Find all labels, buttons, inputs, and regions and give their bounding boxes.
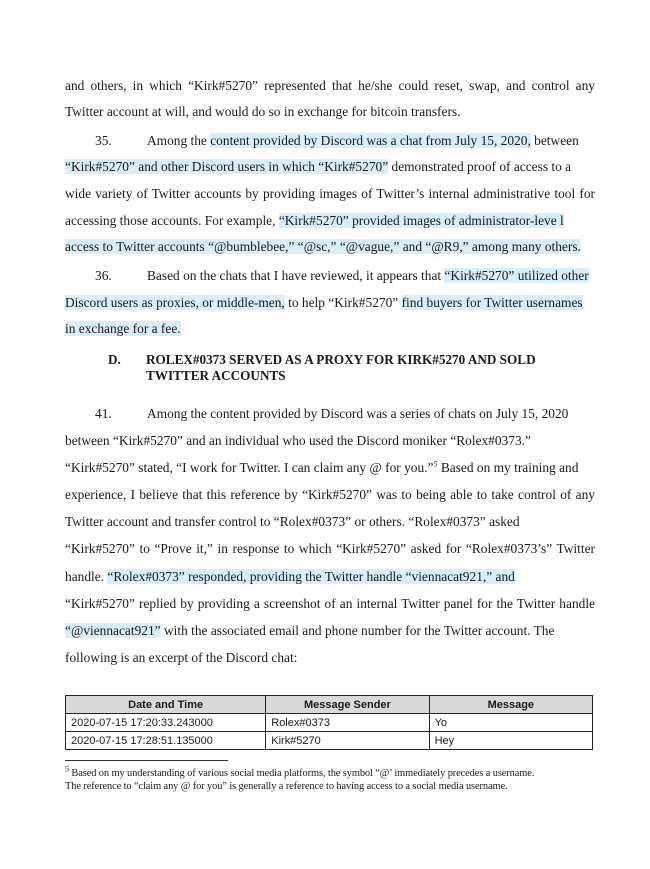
paragraph-line: “Kirk#5270” stated, “I work for Twitter. I can claim any @ for you.”$^5$ Based on my training and xyxy=(65,459,579,475)
table-row xyxy=(66,714,593,732)
paragraph-line: following is an excerpt of the Discord chat: xyxy=(65,650,298,665)
footnote-mark: 5 xyxy=(65,764,69,774)
highlight: “Kirk#5270” and other Discord users in which “Kirk#5270” xyxy=(65,159,389,174)
section-title: ROLEX#0373 SERVED AS A PROXY FOR KIRK#5270 AND SOLD TWITTER ACCOUNTS xyxy=(146,352,536,383)
footnote: $^5$ Based on my understanding of various social media platforms, the symbol “@’ immediately precedes a username. xyxy=(65,764,535,779)
footnote-line: The reference to “claim any @ for you” is generally a reference to having access to a social media username. xyxy=(65,781,508,792)
paragraph-line: “Kirk#5270” to “Prove it,” in response to which “Kirk#5270” asked for “Rolex#0373’s” Twitter xyxy=(65,541,595,556)
column-header-message-sender: Message Sender xyxy=(266,696,429,714)
highlight: in exchange for a fee. xyxy=(65,321,181,336)
table-row xyxy=(66,732,593,750)
table-header-row xyxy=(66,696,593,714)
paragraph-line: “Kirk#5270” and other Discord users in which “Kirk#5270” demonstrated proof of access to a xyxy=(65,159,572,174)
column-header-message: Message xyxy=(429,696,592,714)
paragraph-36: 36. Based on the chats that I have reviewed, it appears that “Kirk#5270” utilized other xyxy=(65,267,595,285)
highlight: “Rolex#0373” responded, providing the Twitter handle “viennacat921,” and xyxy=(107,569,515,584)
paragraph-line: and others, in which “Kirk#5270” represented that he/she could reset, swap, and control any xyxy=(65,78,595,93)
paragraph-line: Twitter account at will, and would do so in exchange for bitcoin transfers. xyxy=(65,104,461,119)
paragraph-line: “@viennacat921” with the associated email and phone number for the Twitter account. The xyxy=(65,623,555,638)
paragraph-number: 35. xyxy=(95,133,112,148)
footnote-divider xyxy=(65,760,228,761)
paragraph-line: Twitter account and transfer control to “Rolex#0373” or others. “Rolex#0373” asked xyxy=(65,514,520,529)
chat-excerpt-table xyxy=(65,695,593,750)
highlight: find buyers for Twitter usernames xyxy=(401,295,583,310)
paragraph-line xyxy=(65,320,595,338)
paragraph-line: Discord users as proxies, or middle-men, to help “Kirk#5270” find buyers for Twitter usernames xyxy=(65,295,583,310)
column-header-date-time: Date and Time xyxy=(66,696,266,714)
paragraph-41: 41. Among the content provided by Discord was a series of chats on July 15, 2020 xyxy=(65,405,595,423)
paragraph-line: “Kirk#5270” replied by providing a screenshot of an internal Twitter panel for the Twitter handle xyxy=(65,596,595,611)
cell-message-sender: Rolex#0373 xyxy=(266,714,429,732)
cell-message-sender: Kirk#5270 xyxy=(266,732,429,750)
footnote-reference[interactable]: 5 xyxy=(433,459,438,469)
paragraph-line: handle. “Rolex#0373” responded, providing the Twitter handle “viennacat921,” and xyxy=(65,569,515,584)
paragraph-line: between “Kirk#5270” and an individual who used the Discord moniker “Rolex#0373.” xyxy=(65,433,531,448)
cell-date-time: 2020-07-15 17:28:51.135000 xyxy=(66,732,266,750)
highlight: “Kirk#5270” utilized other xyxy=(444,268,589,283)
paragraph-line: experience, I believe that this reference by “Kirk#5270” was to being able to take control of any xyxy=(65,487,595,502)
paragraph-number: 36. xyxy=(95,268,112,283)
highlight: Discord users as proxies, or middle-men, xyxy=(65,295,285,310)
paragraph-35: 35. Among the content provided by Discord was a chat from July 15, 2020, between xyxy=(65,132,595,150)
cell-date-time: 2020-07-15 17:20:33.243000 xyxy=(66,714,266,732)
highlight: “@viennacat921” xyxy=(65,623,161,638)
section-letter: D. xyxy=(108,352,121,367)
paragraph-line: wide variety of Twitter accounts by providing images of Twitter’s internal administrative tool for xyxy=(65,186,595,201)
paragraph-number: 41. xyxy=(95,406,112,421)
paragraph-line xyxy=(65,238,595,256)
highlight: content provided by Discord was a chat from July 15, 2020, xyxy=(210,133,531,148)
highlight: access to Twitter accounts “@bumblebee,” “@sc,” “@vague,” and “@R9,” among many others. xyxy=(65,239,581,254)
cell-message: Hey xyxy=(429,732,592,750)
highlight: “Kirk#5270” provided images of administrator-leve l xyxy=(278,213,564,228)
paragraph-line: accessing those accounts. For example, “Kirk#5270” provided images of administrator-leve l xyxy=(65,213,564,228)
cell-message: Yo xyxy=(429,714,592,732)
